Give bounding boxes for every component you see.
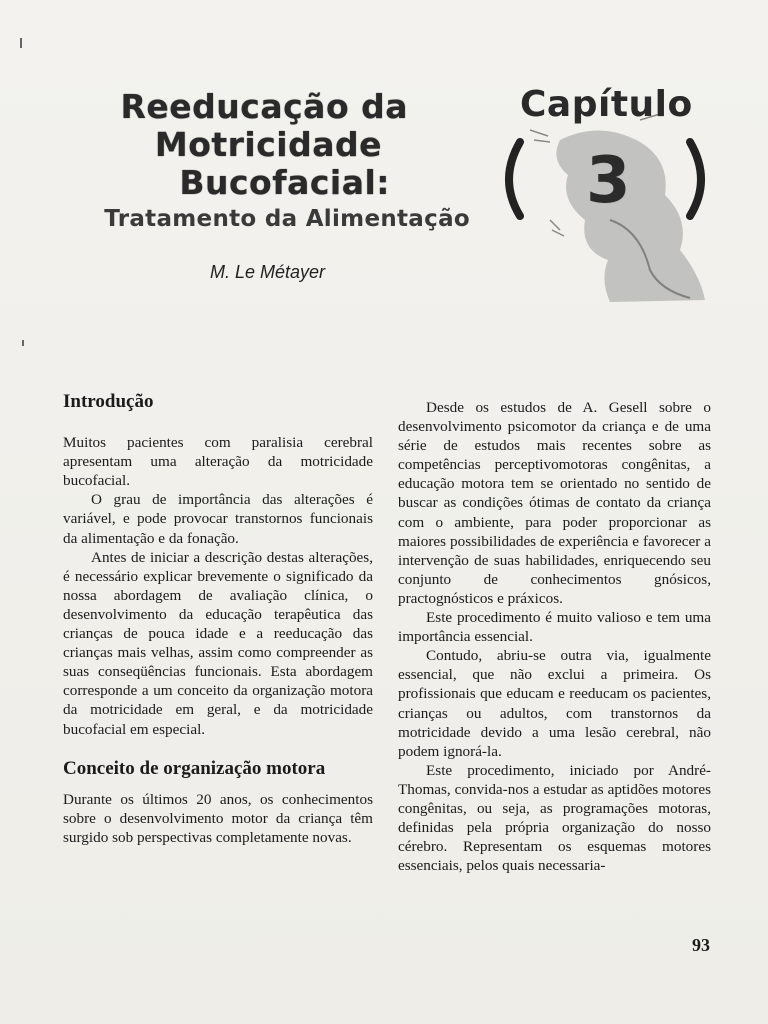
paragraph: Este procedimento é muito valioso e tem uma importância essencial. <box>398 609 711 646</box>
title-line-3: Bucofacial: <box>179 163 390 202</box>
paragraph: Durante os últimos 20 anos, os conhecimentos sobre o desenvolvimento motor da criança têm surgido sob perspectivas completamente novas. <box>63 790 373 846</box>
section-heading-introduction: Introdução <box>63 391 154 412</box>
chapter-title <box>70 88 470 232</box>
page-number: 93 <box>692 935 710 955</box>
chapter-emblem <box>490 80 720 310</box>
section-heading-motor-organization: Conceito de organização motora <box>63 757 326 779</box>
chapter-label: Capítulo <box>520 84 693 125</box>
left-column <box>63 392 373 847</box>
margin-mark <box>20 38 22 48</box>
paragraph: Muitos pacientes com paralisia cerebral apresentam uma alteração da motricidade bucofacial. <box>63 434 373 490</box>
right-column <box>398 398 711 875</box>
paragraph: Antes de iniciar a descrição destas alterações, é necessário explicar brevemente o significado da nossa abordagem de avaliação clínica, o desenvolvimento da educação terapêutica das crianças de pouca idade e a reeducação das crianças mais velhas, assim como compreender as suas conseqüências funcionais. Esta abordagem corresponde a um conceito da organização motora da motricidade em geral, e da motricidade bucofacial em especial. <box>63 548 373 738</box>
paragraph: Contudo, abriu-se outra via, igualmente essencial, que não exclui a primeira. Os profissionais que educam e reeducam os pacientes, crianças ou adultos, com transtornos da motricidade devido a uma lesão cerebral, não podem ignorá-la. <box>398 647 711 760</box>
paragraph: Desde os estudos de A. Gesell sobre o desenvolvimento psicomotor da criança e de uma série de estudos mais recentes sobre as competências perceptivomotoras congênitas, a educação motora tem se orientado no sentido de buscar as condições ótimas de contato da criança com o ambiente, para poder proporcionar as maiores possibilidades de experiência e favorecer a intervenção de suas habilidades, enriquecendo seu conjunto de conhecimentos gnósicos, practognósticos e práxicos. <box>398 399 711 607</box>
title-line-1: Reeducação da <box>120 87 408 126</box>
chapter-subtitle: Tratamento da Alimentação <box>104 206 470 232</box>
paragraph: O grau de importância das alterações é variável, e pode provocar transtornos funcionais da alimentação e da fonação. <box>63 491 373 547</box>
title-line-2: Motricidade <box>154 125 382 164</box>
author-name: M. Le Métayer <box>210 262 326 282</box>
chapter-number: 3 <box>586 144 631 218</box>
paragraph: Este procedimento, iniciado por André-Thomas, convida-nos a estudar as aptidões motores congênitas, ou seja, as programações motoras, definidas pela própria organização do nosso cérebro. Representam os esquemas motores essenciais, pelos quais necessaria- <box>398 761 711 875</box>
margin-mark <box>22 340 24 346</box>
